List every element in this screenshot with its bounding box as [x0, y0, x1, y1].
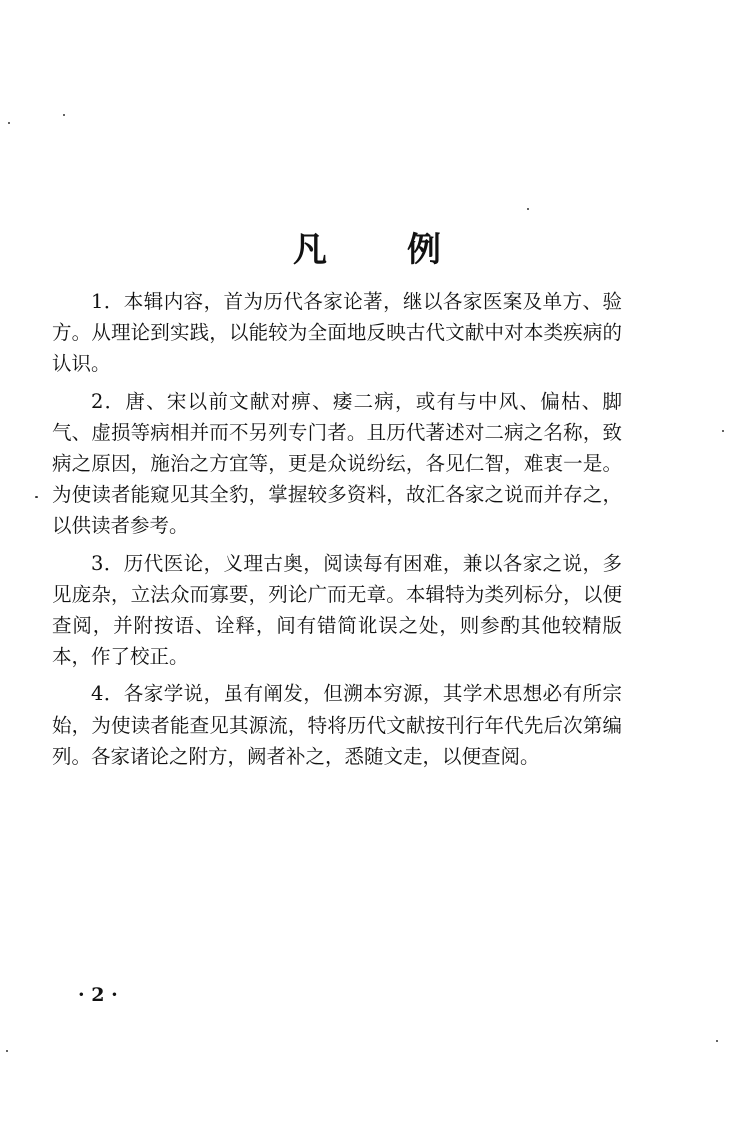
scan-speck — [35, 496, 38, 498]
page-number: · 2 · — [78, 984, 118, 1006]
paragraph-4: 4．各家学说，虽有阐发，但溯本穷源，其学术思想必有所宗始，为使读者能查见其源流，特将历代文献按刊行年代先后次第编列。各家诸论之附方，阙者补之，悉随文走，以便查阅。 — [52, 682, 622, 768]
scan-speck — [63, 114, 65, 116]
page-title — [0, 222, 736, 271]
scan-speck — [527, 208, 529, 210]
scan-speck — [716, 1040, 718, 1042]
scan-speck — [8, 122, 10, 124]
scan-speck — [6, 1050, 8, 1052]
scan-speck — [722, 430, 724, 432]
body-text — [52, 286, 622, 778]
paragraph-2: 2．唐、宋以前文献对痹、痿二病，或有与中风、偏枯、脚气、虚损等病相并而不另列专门者。且历代著述对二病之名称，致病之原因，施治之方宜等，更是众说纷纭，各见仁智，难衷一是。为使读者能窥见其全豹，掌握较多资料，故汇各家之说而并存之，以供读者参考。 — [52, 389, 622, 538]
title-char-2: 例 — [407, 230, 443, 270]
paragraph-3: 3．历代医论，义理古奥，阅读每有困难，兼以各家之说，多见庞杂，立法众而寡要，列论广而无章。本辑特为类列标分，以便查阅，并附按语、诠释，间有错简讹误之处，则参酌其他较精版本，作了校正。 — [52, 551, 622, 669]
title-char-1: 凡 — [293, 230, 329, 270]
paragraph-1: 1．本辑内容，首为历代各家论著，继以各家医案及单方、验方。从理论到实践，以能较为全面地反映古代文献中对本类疾病的认识。 — [52, 290, 622, 376]
